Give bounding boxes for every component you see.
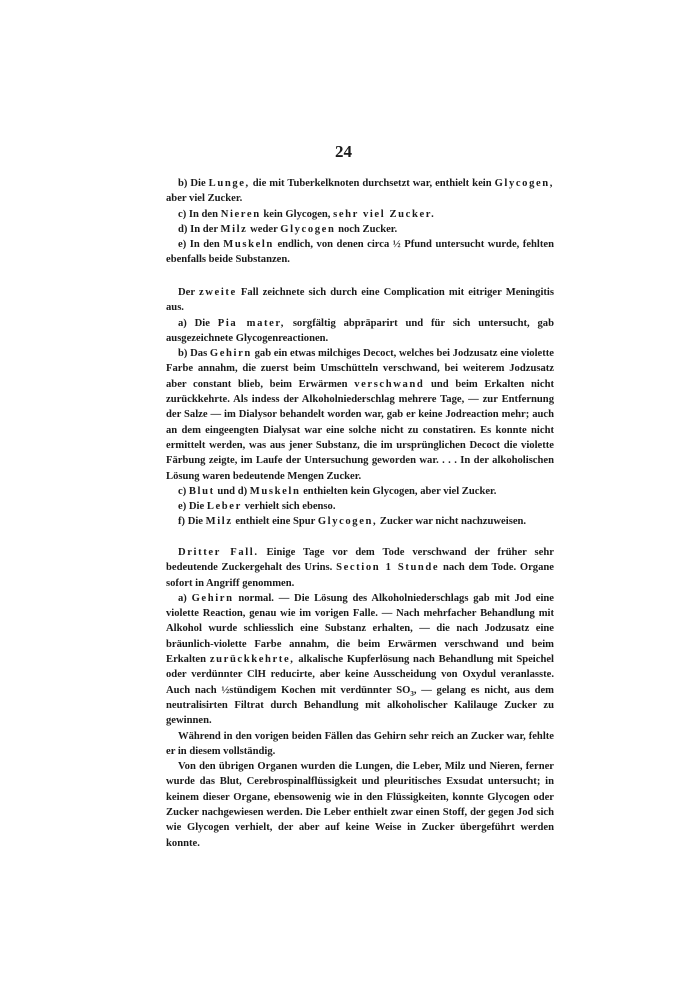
paragraph-muskeln: e) In den Muskeln endlich, von denen circa ½ Pfund untersucht wurde, fehlten ebenfalls beide Substanzen. <box>166 239 554 266</box>
paragraph-second-intro: Der zweite Fall zeichnete sich durch eine Complication mit eitriger Meningitis aus. <box>166 287 554 314</box>
paragraph-gehirn: b) Das Gehirn gab ein etwas milchiges Decoct, welches bei Jodzusatz eine violette Farbe annahm, die zuerst beim Umschütteln verschwand, bei weiterem Jodzusatz aber constant blieb, beim Erwärmen verschwand und beim Erkalten nicht zurückkehrte. Als indess der Alkoholniederschlag mehrere Tage, — zur Entfernung der Salze — im Dialysor behandelt worden war, gab er keine Jodreaction mehr; auch an dem eingeengten Dialysat war eine solche nicht zu constatiren. Es konnte nicht ermittelt werden, was aus jener Substanz, die im ursprünglichen Decoct die violette Färbung zeigte, im Laufe der Untersuchung geworden war. . . . In der alkoholischen Lösung waren bedeutende Mengen Zucker. <box>166 348 555 482</box>
paragraph-lunge: b) Die Lunge, die mit Tuberkelknoten durchsetzt war, enthielt kein Glycogen, aber viel Zucker. <box>166 178 555 205</box>
paragraph-milz: d) In der Milz weder Glycogen noch Zucker. <box>178 223 398 235</box>
paragraph-organe: Von den übrigen Organen wurden die Lungen, die Leber, Milz und Nieren, ferner wurde das Blut, Cerebrospinalflüssigkeit und pleuritisches Exsudat untersucht; in keinem dieser Organe, ebensowenig wie in den Flüssigkeiten, konnte Glycogen oder Zucker nachgewiesen werden. Die Leber enthielt zwar einen Stoff, der gegen Jod sich wie Glycogen verhielt, der aber auf keine Weise in Zucker übergeführt werden konnte. <box>166 761 554 849</box>
paragraph-gehirn-normal: a) Gehirn normal. — Die Lösung des Alkoholniederschlags gab mit Jod eine violette Reaction, genau wie im vorigen Falle. — Nach mehrfacher Behandlung mit Alkohol wurde schliesslich eine Substanz erhalten, — die nach Jodzusatz eine bräunlich-violette Farbe annahm, die beim Erwärmen verschwand und beim Erkalten zurückkehrte, alkalische Kupferlösung nach Behandlung mit Speichel oder verdünnter ClH reducirte, aber keine Ausscheidung von Oxydul veranlasste. Auch nach ½stündigem Kochen mit verdünnter $SO_3$, — gelang es nicht, aus dem neutralisirten Filtrat durch Behandlung mit alkoholischer Kalilauge Zucker zu gewinnen. <box>166 592 554 727</box>
third-case-section <box>166 545 554 851</box>
page-number: 24 <box>335 142 352 161</box>
paragraph-pia-mater: a) Die Pia mater, sorgfältig abpräparirt und für sich untersucht, gab ausgezeichnete Glycogenreactionen. <box>166 317 554 344</box>
paragraph-gehirn-zucker: Während in den vorigen beiden Fällen das Gehirn sehr reich an Zucker war, fehlte er in diesem vollständig. <box>166 730 554 757</box>
paragraph-nieren: c) In den Nieren kein Glycogen, sehr viel Zucker. <box>178 208 436 220</box>
paragraph-milz-glycogen: f) Die Milz enthielt eine Spur Glycogen, Zucker war nicht nachzuweisen. <box>178 516 527 528</box>
paragraph-blut-muskeln: c) Blut und d) Muskeln enthielten kein Glycogen, aber viel Zucker. <box>178 485 497 497</box>
paragraph-leber: e) Die Leber verhielt sich ebenso. <box>178 501 336 513</box>
second-case-section <box>166 285 554 530</box>
first-case-section <box>166 176 554 268</box>
paragraph-third-intro: Dritter Fall. Einige Tage vor dem Tode verschwand der früher sehr bedeutende Zuckergehalt des Urins. Section 1 Stunde nach dem Tode. Organe sofort in Angriff genommen. <box>166 547 554 589</box>
